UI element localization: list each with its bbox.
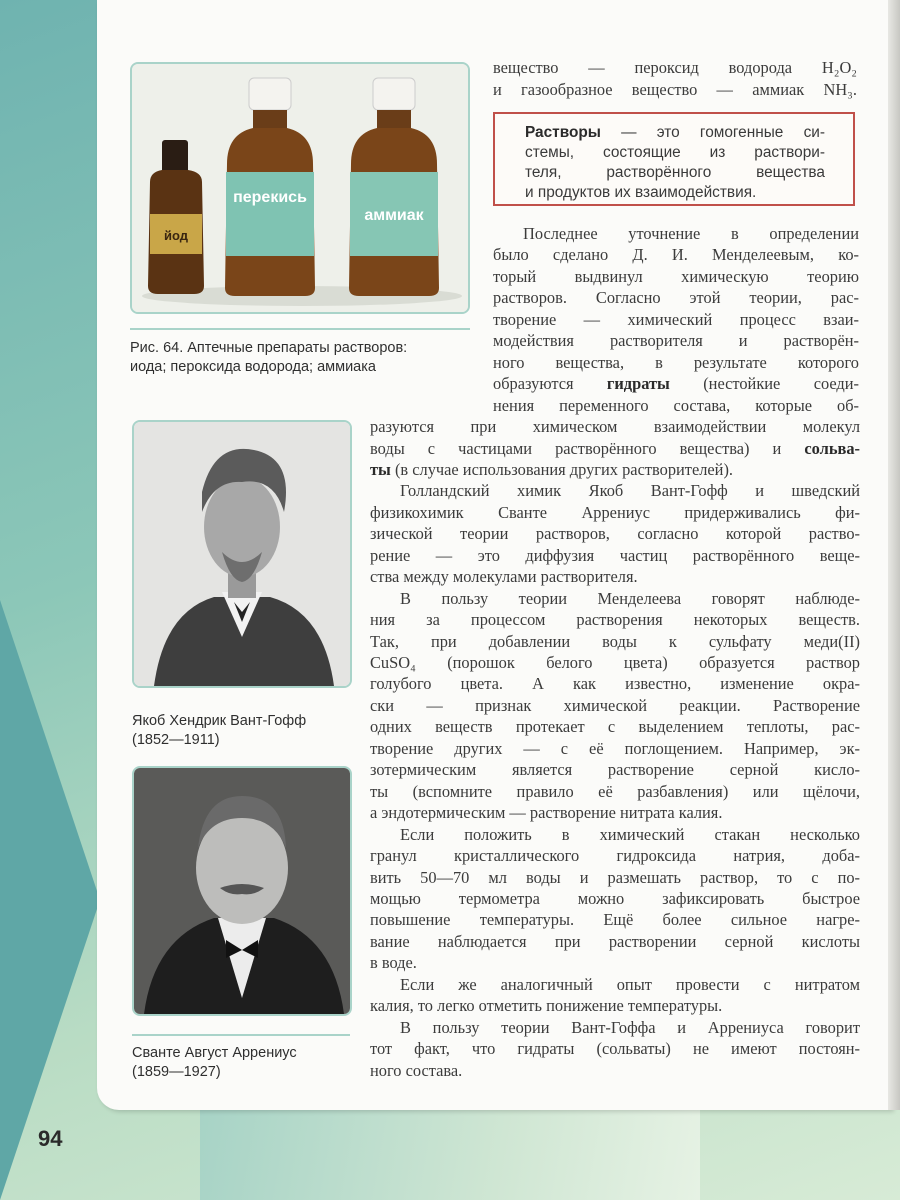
text-line (370, 416, 860, 438)
text-run: творение — химический процесс взаи- (493, 309, 859, 329)
text-line (493, 395, 859, 417)
text-line (370, 888, 860, 910)
figure-64-caption (130, 339, 407, 377)
text-run: вещество — пероксид водорода H₂O₂ (493, 58, 857, 77)
text-line (370, 523, 860, 545)
portrait-1-caption (132, 712, 306, 750)
text-line (400, 1017, 860, 1039)
text-line (493, 373, 859, 395)
text-run: Голландский химик Якоб Вант-Гофф и шведский (400, 481, 860, 501)
text-run: модействия растворителя и растворён- (493, 331, 859, 351)
bold-term: сольва- (804, 438, 860, 458)
text-line (370, 931, 860, 953)
caption-line: Якоб Хендрик Вант-Гофф (132, 713, 307, 729)
text-line (370, 845, 860, 867)
text-run: физикохимик Сванте Аррениус придерживались фи- (370, 502, 860, 522)
portrait-photo (134, 768, 350, 1014)
caption-line: Рис. 64. Аптечные препараты растворов: (130, 340, 408, 356)
text-run: ного состава. (370, 1060, 463, 1080)
text-run: (в случае использования других растворителей). (390, 459, 734, 479)
text-line (370, 459, 860, 481)
portrait-photo (134, 422, 350, 686)
text-line (370, 502, 860, 524)
text-line (493, 330, 859, 352)
text-line (370, 781, 860, 803)
text-line (400, 974, 860, 996)
text-line (370, 652, 860, 674)
text-line (370, 673, 860, 695)
text-run: голубого цвета. А как известно, изменение окра- (370, 674, 860, 694)
text-line (370, 759, 860, 781)
page-number: 94 (38, 1126, 63, 1151)
text-run: образуются (493, 374, 607, 394)
text-line (370, 995, 860, 1017)
text-line (493, 266, 859, 288)
text-run: ния за процессом растворения некоторых веществ. (370, 610, 860, 630)
text-line (370, 695, 860, 717)
text-run: одних веществ протекает с выделением теплоты, рас- (370, 717, 860, 737)
text-line (493, 244, 859, 266)
text-run: нения переменного состава, которые об- (493, 395, 859, 415)
text-run: рение — это диффузия частиц растворённого веще- (370, 545, 860, 565)
text-line (493, 287, 859, 309)
text-run: зотермическим является растворение серной кисло- (370, 760, 860, 780)
text-line (370, 631, 860, 653)
svg-text:аммиак: аммиак (364, 207, 424, 224)
text-run: в воде. (370, 953, 417, 973)
text-run: тот факт, что гидраты (сольваты) не имеют постоян- (370, 1039, 860, 1059)
caption-line: (1859—1927) (132, 1064, 221, 1080)
caption-line: иода; пероксида водорода; аммиака (130, 359, 376, 375)
text-line (493, 57, 857, 79)
text-run: и продуктов их взаимодействия. (525, 184, 757, 201)
text-run: вить 50—70 мл воды и размешать раствор, то с по- (370, 867, 860, 887)
text-run: а эндотермическим — растворение нитрата калия. (370, 803, 723, 823)
definition-box (493, 112, 855, 206)
text-run: ства между молекулами растворителя. (370, 567, 638, 587)
text-run: разуются при химическом взаимодействии молекул (370, 417, 860, 437)
text-line (493, 352, 859, 374)
text-line (370, 952, 860, 974)
text-run: теля, растворённого вещества (525, 164, 825, 181)
text-run: творение других — с её поглощением. Например, эк- (370, 738, 860, 758)
text-line (370, 738, 860, 760)
text-line (493, 79, 857, 101)
text-run: растворов. Согласно этой теории, рас- (493, 288, 859, 308)
caption-divider (132, 1034, 350, 1036)
bold-term: ты (370, 459, 391, 479)
text-run: зической теории растворов, согласно которой раство- (370, 524, 860, 544)
text-run: торый выдвинул химическую теорию (493, 266, 859, 286)
bold-term: Растворы (525, 124, 601, 141)
bold-term: гидраты (606, 374, 670, 394)
text-run: В пользу теории Менделеева говорят наблюде- (400, 588, 860, 608)
text-run: стемы, состоящие из раствори- (525, 144, 825, 161)
text-run: мощью термометра можно зафиксировать быстрое (370, 888, 860, 908)
text-run: ного вещества, в результате которого (493, 352, 859, 372)
text-line (400, 824, 860, 846)
background-decor (200, 1100, 700, 1200)
svg-text:йод: йод (163, 228, 189, 243)
text-line (400, 480, 860, 502)
definition-line (525, 143, 825, 163)
caption-divider (130, 328, 470, 330)
text-run: В пользу теории Вант-Гоффа и Аррениуса говорит (400, 1017, 860, 1037)
text-line (370, 909, 860, 931)
text-run: (нестойкие соеди- (669, 374, 860, 394)
caption-line: (1852—1911) (132, 732, 220, 748)
text-run: CuSO₄ (порошок белого цвета) образуется раствор (370, 653, 860, 672)
text-line (493, 309, 859, 331)
text-run: Так, при добавлении воды к сульфату меди(II) (370, 631, 860, 651)
text-run: калия, то легко отметить понижение температуры. (370, 996, 723, 1016)
text-run: Если же аналогичный опыт провести с нитратом (400, 974, 860, 994)
text-line (370, 609, 860, 631)
svg-text:перекись: перекись (233, 189, 307, 206)
text-run: было сделано Д. И. Менделеевым, ко- (493, 245, 859, 265)
text-line (400, 588, 860, 610)
text-line (370, 716, 860, 738)
text-line (523, 223, 859, 245)
text-run: вание наблюдается при растворении серной кислоты (370, 931, 860, 951)
text-run: ты (вспомните правило её разбавления) или щёлочи, (370, 781, 860, 801)
definition-line (525, 163, 825, 183)
portrait-vant-hoff (132, 420, 352, 688)
text-run: Последнее уточнение в определении (523, 224, 859, 243)
bottles-illustration (132, 64, 468, 312)
definition-line (525, 123, 825, 143)
text-run: повышение температуры. Ещё более сильное нагре- (370, 910, 860, 930)
portrait-2-caption (132, 1044, 297, 1082)
text-run: — это гомогенные си- (600, 124, 825, 141)
page-edge (888, 0, 900, 1110)
text-run: воды с частицами растворённого вещества) и (370, 438, 805, 458)
text-line (370, 1060, 860, 1082)
background-decor (0, 600, 100, 1200)
text-line (370, 566, 860, 588)
figure-64-bottles-photo (130, 62, 470, 314)
definition-line (525, 183, 825, 203)
text-line (370, 1038, 860, 1060)
text-line (370, 438, 860, 460)
caption-line: Сванте Август Аррениус (132, 1045, 297, 1061)
text-line (370, 802, 860, 824)
text-line (370, 545, 860, 567)
text-run: Если положить в химический стакан несколько (400, 824, 860, 844)
text-run: ски — признак химической реакции. Растворение (370, 695, 860, 715)
portrait-arrhenius (132, 766, 352, 1016)
text-run: гранул кристаллического гидроксида натрия, доба- (370, 846, 860, 866)
text-line (370, 867, 860, 889)
text-run: и газообразное вещество — аммиак NH₃. (493, 80, 857, 99)
